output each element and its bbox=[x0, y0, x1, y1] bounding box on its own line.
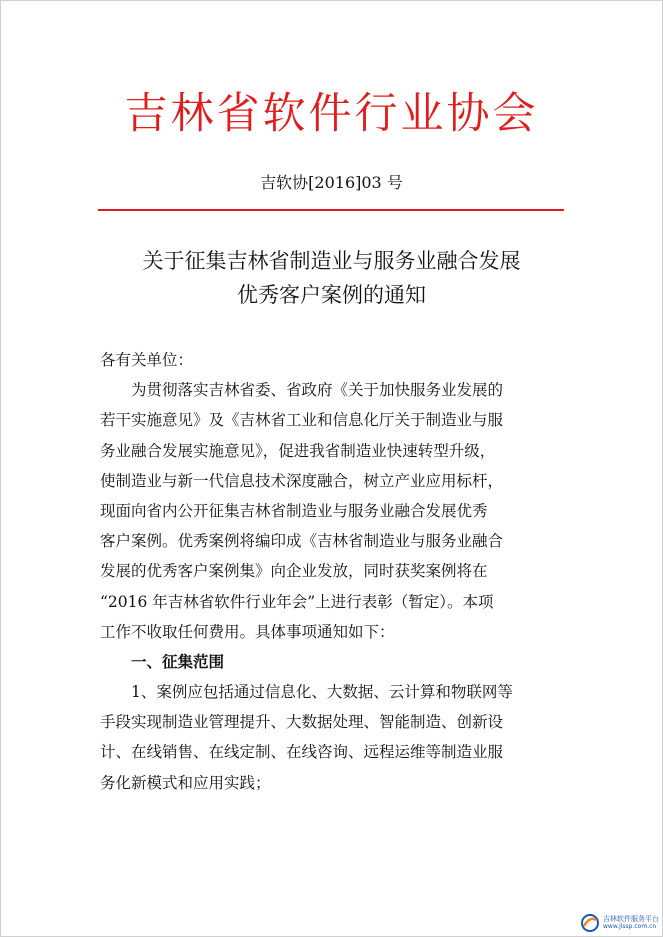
notice-title-line: 关于征集吉林省制造业与服务业融合发展 bbox=[142, 249, 521, 273]
document-number: 吉软协[2016]03 号 bbox=[260, 173, 403, 192]
paragraph-line: 现面向省内公开征集吉林省制造业与服务业融合发展优秀 bbox=[100, 501, 488, 520]
watermark-text bbox=[603, 915, 659, 931]
item-line: 计、在线销售、在线定制、在线咨询、远程运维等制造业服 bbox=[100, 743, 504, 762]
paragraph-line: 使制造业与新一代信息技术深度融合，树立产业应用标杆， bbox=[100, 471, 504, 490]
watermark-url: www.jlssp.com.cn bbox=[603, 923, 657, 930]
notice-title bbox=[0, 244, 663, 312]
notice-title-line: 优秀客户案例的通知 bbox=[237, 283, 426, 307]
site-watermark bbox=[580, 912, 659, 934]
document-body bbox=[100, 345, 580, 798]
paragraph-line: 客户案例。优秀案例将编印成《吉林省制造业与服务业融合 bbox=[100, 532, 504, 551]
section-heading: 一、征集范围 bbox=[131, 652, 225, 671]
watermark-logo-icon bbox=[580, 913, 600, 933]
paragraph-line: 工作不收取任何费用。具体事项通知如下： bbox=[100, 622, 395, 641]
paragraph-line: 若干实施意见》及《吉林省工业和信息化厅关于制造业与服 bbox=[100, 411, 504, 430]
item-line: 务化新模式和应用实践； bbox=[100, 773, 271, 792]
item-line: 手段实现制造业管理提升、大数据处理、智能制造、创新设 bbox=[100, 713, 504, 732]
paragraph-line: 发展的优秀客户案例集》向企业发放，同时获奖案例将在 bbox=[100, 562, 488, 581]
org-title: 吉林省软件行业协会 bbox=[124, 89, 539, 139]
watermark-name: 吉林软件服务平台 bbox=[603, 915, 659, 923]
salutation: 各有关单位： bbox=[100, 351, 194, 369]
paragraph-line: 务业融合发展实施意见》，促进我省制造业快速转型升级， bbox=[100, 441, 496, 460]
red-divider-line bbox=[98, 209, 564, 211]
item-line: 1、案例应包括通过信息化、大数据、云计算和物联网等 bbox=[131, 683, 513, 702]
paragraph-line: “2016 年吉林省软件行业年会”上进行表彰（暂定）。本项 bbox=[100, 592, 494, 611]
paragraph-line: 为贯彻落实吉林省委、省政府《关于加快服务业发展的 bbox=[131, 381, 504, 400]
